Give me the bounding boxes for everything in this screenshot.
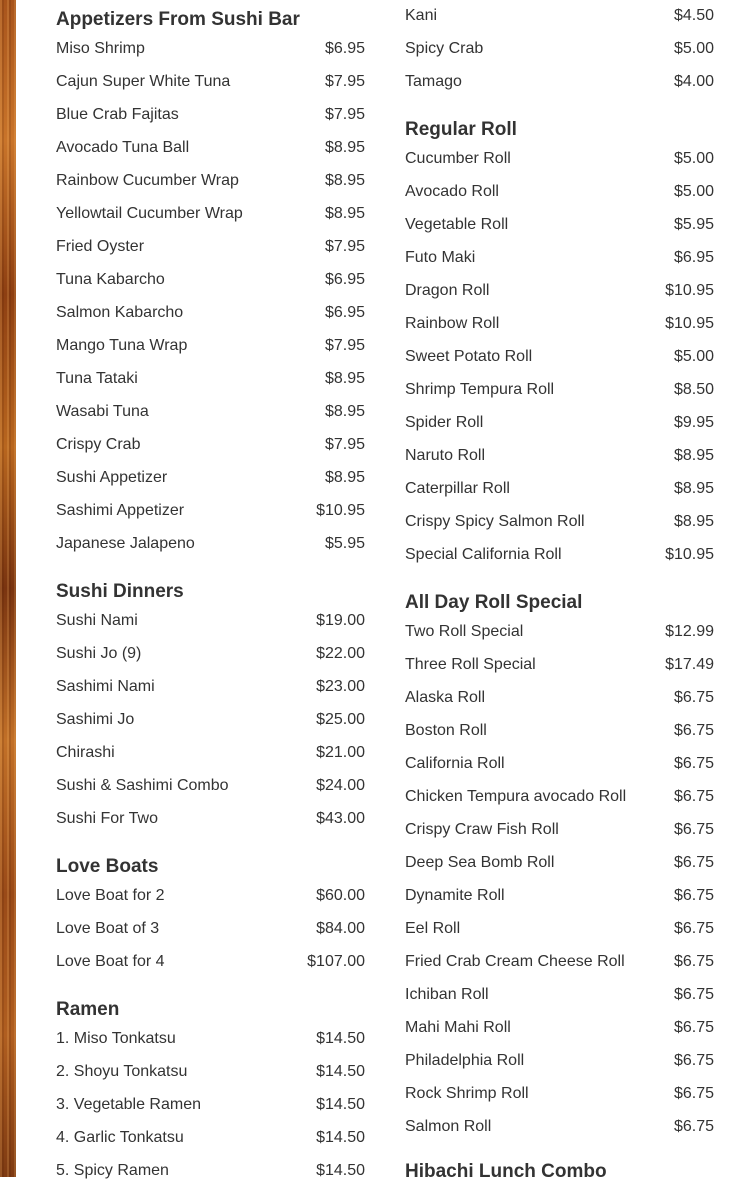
menu-item-4-garlic-tonkatsu[interactable]: [56, 1127, 365, 1149]
menu-item-philadelphia-roll[interactable]: [405, 1050, 714, 1072]
menu-item-name: Chicken Tempura avocado Roll: [405, 788, 627, 805]
menu-item-name: Salmon Kabarcho: [56, 304, 184, 321]
menu-item-crispy-crab[interactable]: [56, 434, 365, 456]
menu-item-price: $7.95: [324, 436, 365, 453]
menu-item-love-boat-of-3[interactable]: [56, 918, 365, 940]
menu-item-name: Sashimi Jo: [56, 711, 135, 728]
menu-item-mahi-mahi-roll[interactable]: [405, 1017, 714, 1039]
menu-item-price: $43.00: [316, 810, 365, 827]
menu-item-name: Crispy Spicy Salmon Roll: [405, 513, 585, 530]
menu-item-love-boat-for-2[interactable]: [56, 885, 365, 907]
menu-item-price: $107.00: [307, 953, 365, 970]
menu-item-cucumber-roll[interactable]: [405, 148, 714, 170]
menu-item-name: 2. Shoyu Tonkatsu: [56, 1063, 188, 1080]
menu-item-name: Avocado Tuna Ball: [56, 139, 190, 156]
menu-item-price: $6.95: [324, 271, 365, 288]
menu-item-japanese-jalapeno[interactable]: [56, 533, 365, 555]
menu-item-price: $84.00: [316, 920, 365, 937]
menu-item-name: Rainbow Roll: [405, 315, 500, 332]
menu-item-name: Sushi & Sashimi Combo: [56, 777, 229, 794]
menu-item-name: Love Boat of 3: [56, 920, 160, 937]
menu-item-sashimi-nami[interactable]: [56, 676, 365, 698]
menu-item-price: $7.95: [324, 238, 365, 255]
menu-item-name: Fried Oyster: [56, 238, 145, 255]
menu-item-price: $24.00: [316, 777, 365, 794]
menu-item-price: $4.50: [673, 7, 714, 24]
menu-item-name: Wasabi Tuna: [56, 403, 149, 420]
menu-item-spicy-crab[interactable]: [405, 38, 714, 60]
menu-item-special-california-roll[interactable]: [405, 544, 714, 566]
menu-item-crispy-craw-fish-roll[interactable]: [405, 819, 714, 841]
menu-item-name: Naruto Roll: [405, 447, 486, 464]
menu-item-name: Sushi Nami: [56, 612, 138, 629]
menu-item-name: 3. Vegetable Ramen: [56, 1096, 201, 1113]
menu-item-price: $14.50: [316, 1129, 365, 1146]
menu-item-price: $6.95: [673, 249, 714, 266]
menu-item-name: Three Roll Special: [405, 656, 536, 673]
menu-item-name: Ichiban Roll: [405, 986, 489, 1003]
menu-item-dynamite-roll[interactable]: [405, 885, 714, 907]
menu-item-name: Love Boat for 2: [56, 887, 165, 904]
menu-item-price: $6.95: [324, 304, 365, 321]
menu-item-name: 4. Garlic Tonkatsu: [56, 1129, 184, 1146]
menu-item-name: Miso Shrimp: [56, 40, 145, 57]
menu-item-name: Tuna Kabarcho: [56, 271, 165, 288]
menu-item-sushi-nami[interactable]: [56, 610, 365, 632]
menu-item-name: Sushi Appetizer: [56, 469, 168, 486]
menu-item-price: $10.95: [316, 502, 365, 519]
menu-item-name: Philadelphia Roll: [405, 1052, 525, 1069]
menu-item-price: $14.50: [316, 1063, 365, 1080]
menu-item-sushi-appetizer[interactable]: [56, 467, 365, 489]
menu-item-name: Spicy Crab: [405, 40, 484, 57]
menu-item-price: $6.75: [673, 1019, 714, 1036]
menu-item-name: Cajun Super White Tuna: [56, 73, 231, 90]
menu-item-spider-roll[interactable]: [405, 412, 714, 434]
menu-item-kani[interactable]: [405, 5, 714, 27]
menu-item-name: Mahi Mahi Roll: [405, 1019, 511, 1036]
menu-item-name: California Roll: [405, 755, 505, 772]
menu-item-name: Dragon Roll: [405, 282, 490, 299]
menu-item-price: $8.95: [324, 205, 365, 222]
section-title-love-boats: Love Boats: [56, 856, 159, 877]
menu-item-name: Crispy Crab: [56, 436, 141, 453]
menu-item-caterpillar-roll[interactable]: [405, 478, 714, 500]
section-title-all-day-roll-special: All Day Roll Special: [405, 592, 583, 613]
menu-item-dragon-roll[interactable]: [405, 280, 714, 302]
menu-item-price: $7.95: [324, 106, 365, 123]
menu-item-name: Mango Tuna Wrap: [56, 337, 188, 354]
menu-item-price: $7.95: [324, 73, 365, 90]
menu-item-price: $10.95: [665, 546, 714, 563]
menu-item-price: $6.75: [673, 854, 714, 871]
menu-item-yellowtail-cucumber-wrap[interactable]: [56, 203, 365, 225]
menu-item-name: Crispy Craw Fish Roll: [405, 821, 559, 838]
menu-item-name: Chirashi: [56, 744, 115, 761]
menu-item-price: $10.95: [665, 315, 714, 332]
menu-item-price: $14.50: [316, 1030, 365, 1047]
menu-item-price: $5.00: [673, 150, 714, 167]
menu-item-name: Spider Roll: [405, 414, 484, 431]
menu-item-name: 5. Spicy Ramen: [56, 1162, 169, 1179]
menu-item-price: $25.00: [316, 711, 365, 728]
menu-item-price: $5.00: [673, 348, 714, 365]
section-title-regular-roll: Regular Roll: [405, 119, 517, 140]
menu-item-name: Sweet Potato Roll: [405, 348, 533, 365]
menu-item-name: Cucumber Roll: [405, 150, 511, 167]
menu-item-price: $6.75: [673, 953, 714, 970]
menu-item-name: Sushi Jo (9): [56, 645, 142, 662]
wood-border-decoration: [0, 0, 16, 1177]
menu-item-rock-shrimp-roll[interactable]: [405, 1083, 714, 1105]
menu-item-rainbow-roll[interactable]: [405, 313, 714, 335]
menu-item-price: $8.95: [324, 172, 365, 189]
menu-item-three-roll-special[interactable]: [405, 654, 714, 676]
menu-item-name: Sashimi Appetizer: [56, 502, 185, 519]
menu-item-price: $8.50: [673, 381, 714, 398]
menu-item-price: $8.95: [673, 480, 714, 497]
menu-item-name: Alaska Roll: [405, 689, 486, 706]
menu-item-name: Fried Crab Cream Cheese Roll: [405, 953, 625, 970]
menu-item-price: $8.95: [324, 139, 365, 156]
menu-item-name: Tamago: [405, 73, 462, 90]
section-title-sushi-dinners: Sushi Dinners: [56, 581, 184, 602]
menu-item-avocado-tuna-ball[interactable]: [56, 137, 365, 159]
menu-item-sushi-for-two[interactable]: [56, 808, 365, 830]
menu-item-price: $12.99: [665, 623, 714, 640]
menu-item-name: Tuna Tataki: [56, 370, 138, 387]
menu-item-price: $14.50: [316, 1162, 365, 1179]
menu-item-name: Love Boat for 4: [56, 953, 165, 970]
menu-item-eel-roll[interactable]: [405, 918, 714, 940]
menu-item-name: Caterpillar Roll: [405, 480, 510, 497]
menu-item-crispy-spicy-salmon-roll[interactable]: [405, 511, 714, 533]
menu-item-name: Deep Sea Bomb Roll: [405, 854, 555, 871]
menu-item-deep-sea-bomb-roll[interactable]: [405, 852, 714, 874]
menu-item-salmon-roll[interactable]: [405, 1116, 714, 1138]
menu-item-blue-crab-fajitas[interactable]: [56, 104, 365, 126]
menu-item-price: $21.00: [316, 744, 365, 761]
menu-item-price: $8.95: [673, 447, 714, 464]
menu-item-price: $9.95: [673, 414, 714, 431]
menu-item-price: $6.75: [673, 689, 714, 706]
menu-item-price: $17.49: [665, 656, 714, 673]
menu-item-sushi-sashimi-combo[interactable]: [56, 775, 365, 797]
menu-item-price: $4.00: [673, 73, 714, 90]
menu-item-sashimi-jo[interactable]: [56, 709, 365, 731]
menu-item-fried-crab-cream-cheese-roll[interactable]: [405, 951, 714, 973]
menu-item-avocado-roll[interactable]: [405, 181, 714, 203]
menu-item-price: $6.75: [673, 986, 714, 1003]
menu-item-price: $6.95: [324, 40, 365, 57]
menu-item-price: $14.50: [316, 1096, 365, 1113]
menu-item-cajun-super-white-tuna[interactable]: [56, 71, 365, 93]
menu-item-2-shoyu-tonkatsu[interactable]: [56, 1061, 365, 1083]
menu-item-price: $19.00: [316, 612, 365, 629]
menu-item-two-roll-special[interactable]: [405, 621, 714, 643]
menu-item-price: $8.95: [324, 370, 365, 387]
menu-item-salmon-kabarcho[interactable]: [56, 302, 365, 324]
menu-item-name: Blue Crab Fajitas: [56, 106, 179, 123]
menu-item-name: Eel Roll: [405, 920, 461, 937]
menu-item-price: $6.75: [673, 1052, 714, 1069]
menu-item-california-roll[interactable]: [405, 753, 714, 775]
menu-item-price: $22.00: [316, 645, 365, 662]
menu-item-price: $5.00: [673, 40, 714, 57]
menu-item-sashimi-appetizer[interactable]: [56, 500, 365, 522]
menu-item-futo-maki[interactable]: [405, 247, 714, 269]
menu-item-price: $6.75: [673, 821, 714, 838]
menu-item-chicken-tempura-avocado-roll[interactable]: [405, 786, 714, 808]
menu-item-name: Boston Roll: [405, 722, 487, 739]
menu-item-miso-shrimp[interactable]: [56, 38, 365, 60]
menu-item-price: $6.75: [673, 788, 714, 805]
menu-item-price: $6.75: [673, 755, 714, 772]
menu-item-tuna-tataki[interactable]: [56, 368, 365, 390]
menu-item-price: $8.95: [324, 469, 365, 486]
section-title-ramen: Ramen: [56, 999, 120, 1020]
menu-item-vegetable-roll[interactable]: [405, 214, 714, 236]
section-title-hibachi-lunch-combo: Hibachi Lunch Combo: [405, 1161, 607, 1182]
menu-item-mango-tuna-wrap[interactable]: [56, 335, 365, 357]
menu-item-price: $60.00: [316, 887, 365, 904]
menu-item-name: Futo Maki: [405, 249, 476, 266]
menu-item-price: $6.75: [673, 1085, 714, 1102]
menu-item-price: $10.95: [665, 282, 714, 299]
menu-item-name: Rock Shrimp Roll: [405, 1085, 529, 1102]
menu-item-name: Sushi For Two: [56, 810, 158, 827]
menu-item-price: $6.75: [673, 887, 714, 904]
menu-item-tuna-kabarcho[interactable]: [56, 269, 365, 291]
menu-item-name: Sashimi Nami: [56, 678, 155, 695]
menu-item-name: Japanese Jalapeno: [56, 535, 195, 552]
menu-item-naruto-roll[interactable]: [405, 445, 714, 467]
menu-item-price: $5.00: [673, 183, 714, 200]
menu-item-name: Shrimp Tempura Roll: [405, 381, 555, 398]
menu-item-sweet-potato-roll[interactable]: [405, 346, 714, 368]
menu-item-price: $6.75: [673, 920, 714, 937]
menu-item-price: $7.95: [324, 337, 365, 354]
menu-item-shrimp-tempura-roll[interactable]: [405, 379, 714, 401]
section-title-appetizers-from-sushi-bar: Appetizers From Sushi Bar: [56, 9, 300, 30]
menu-item-price: $8.95: [673, 513, 714, 530]
menu-item-3-vegetable-ramen[interactable]: [56, 1094, 365, 1116]
menu-item-name: Avocado Roll: [405, 183, 499, 200]
menu-item-ichiban-roll[interactable]: [405, 984, 714, 1006]
menu-item-price: $5.95: [673, 216, 714, 233]
menu-item-price: $5.95: [324, 535, 365, 552]
menu-item-price: $8.95: [324, 403, 365, 420]
menu-item-name: Special California Roll: [405, 546, 562, 563]
menu-item-name: Two Roll Special: [405, 623, 524, 640]
menu-item-name: Vegetable Roll: [405, 216, 509, 233]
menu-item-name: Rainbow Cucumber Wrap: [56, 172, 239, 189]
menu-item-tamago[interactable]: [405, 71, 714, 93]
menu-item-name: Salmon Roll: [405, 1118, 492, 1135]
menu-item-sushi-jo-9[interactable]: [56, 643, 365, 665]
menu-item-price: $6.75: [673, 1118, 714, 1135]
menu-item-wasabi-tuna[interactable]: [56, 401, 365, 423]
menu-item-love-boat-for-4[interactable]: [56, 951, 365, 973]
menu-item-name: Kani: [405, 7, 438, 24]
menu-item-5-spicy-ramen[interactable]: [56, 1160, 365, 1182]
menu-item-price: $6.75: [673, 722, 714, 739]
menu-item-price: $23.00: [316, 678, 365, 695]
menu-item-name: 1. Miso Tonkatsu: [56, 1030, 176, 1047]
menu-item-alaska-roll[interactable]: [405, 687, 714, 709]
menu-item-fried-oyster[interactable]: [56, 236, 365, 258]
menu-item-name: Dynamite Roll: [405, 887, 505, 904]
menu-item-rainbow-cucumber-wrap[interactable]: [56, 170, 365, 192]
menu-item-chirashi[interactable]: [56, 742, 365, 764]
menu-item-1-miso-tonkatsu[interactable]: [56, 1028, 365, 1050]
menu-item-boston-roll[interactable]: [405, 720, 714, 742]
menu-item-name: Yellowtail Cucumber Wrap: [56, 205, 243, 222]
